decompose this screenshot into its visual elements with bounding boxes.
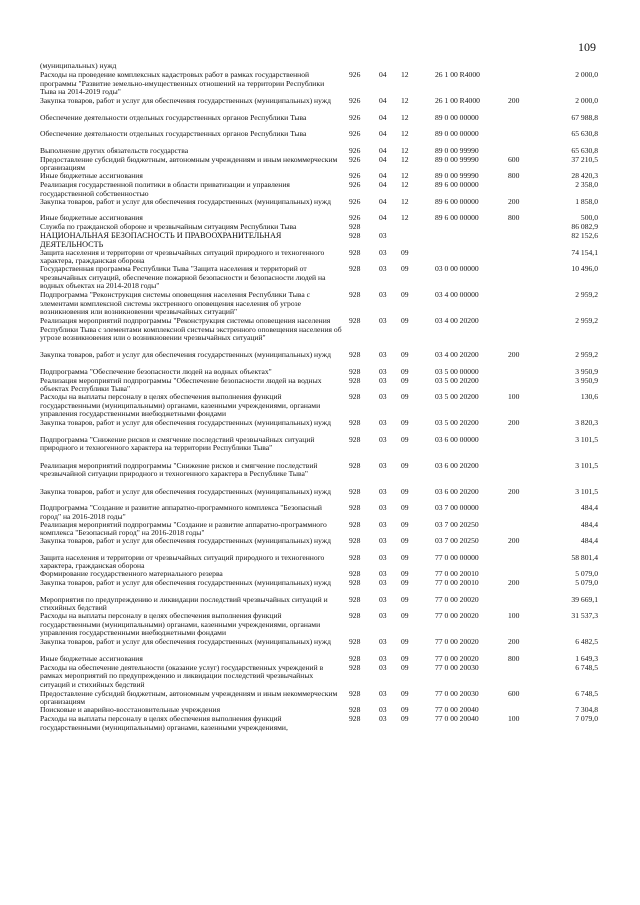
table-row: [0, 596, 640, 613]
row-department-code: 928: [349, 486, 361, 496]
row-subsection-code: 09: [401, 552, 409, 562]
row-target-article-code: 89 6 00 00000: [435, 213, 479, 222]
table-row: [0, 130, 640, 147]
row-subsection-code: 12: [401, 129, 409, 138]
row-section-code: 03: [379, 714, 387, 723]
row-subsection-code: 09: [401, 611, 409, 620]
row-expense-type-code: 200: [508, 350, 520, 359]
row-name: Закупка товаров, работ и услуг для обеспечения государственных (муниципальных) нужд: [40, 578, 331, 587]
row-subsection-code: 12: [401, 196, 409, 206]
row-name: Закупка товаров, работ и услуг для обеспечения государственных (муниципальных) нужд: [40, 350, 331, 359]
row-department-code: 928: [349, 662, 361, 672]
row-expense-type-code: 200: [508, 578, 520, 587]
row-section-code: 04: [379, 129, 387, 138]
row-amount: 1 649,3: [575, 653, 598, 663]
table-row: [0, 291, 640, 317]
row-expense-type-code: 200: [508, 418, 520, 427]
table-row: [0, 249, 640, 266]
row-name: Расходы на обеспечение деятельности (оказание услуг) государственных учреждений в рамках мероприятий по предупреждению и ликвидации последствий чрезвычайных ситуаций и стихийных бедствий: [40, 662, 324, 689]
row-name: Закупка товаров, работ и услуг для обеспечения государственных (муниципальных) нужд: [40, 536, 331, 545]
table-row: [0, 265, 640, 291]
row-target-article-code: 77 0 00 20040: [435, 705, 479, 714]
row-amount: 2 358,0: [575, 180, 598, 189]
page-number: 109: [578, 40, 596, 54]
row-department-code: 926: [349, 129, 361, 138]
row-section-code: 03: [379, 536, 387, 545]
row-amount: 500,0: [580, 213, 598, 222]
row-amount: 31 537,3: [571, 611, 598, 620]
row-subsection-code: 09: [401, 375, 409, 385]
row-department-code: 928: [349, 637, 361, 646]
row-department-code: 928: [349, 653, 361, 663]
row-subsection-code: 09: [401, 418, 409, 427]
row-section-code: 04: [379, 171, 387, 180]
row-name: Государственная программа Республики Тыва "Защита населения и территорий от чрезвычайных ситуаций, обеспечение пожарной безопасности и безопасности людей на водных объектах на 2014-2018 годы": [40, 264, 326, 291]
row-name: Реализация мероприятий подпрограммы "Снижение рисков и смягчение последствий чрезвычайной ситуации природного и техногенного характера в Республике Тыва": [40, 460, 318, 479]
row-amount: 6 748,5: [575, 662, 598, 672]
row-expense-type-code: 200: [508, 536, 520, 545]
row-target-article-code: 03 5 00 20200: [435, 375, 479, 385]
row-subsection-code: 12: [401, 145, 409, 155]
row-section-code: 03: [379, 290, 387, 299]
table-row: [0, 554, 640, 571]
row-amount: 65 630,8: [571, 145, 598, 155]
row-section-code: 03: [379, 653, 387, 663]
row-expense-type-code: 200: [508, 96, 520, 105]
table-row: [0, 436, 640, 462]
row-target-article-code: 89 0 00 99990: [435, 154, 479, 164]
row-name: Подпрограмма "Обеспечение безопасности людей на водных объектах": [40, 366, 272, 376]
row-name: Мероприятия по предупреждению и ликвидации последствий чрезвычайных ситуаций и стихийных бедствий: [40, 594, 328, 613]
row-amount: 1 858,0: [575, 196, 598, 206]
row-amount: 484,4: [580, 536, 598, 545]
row-name: Реализация мероприятий подпрограммы "Создание и развитие аппаратно-программного комплекса "Безопасный город" на 2016-2018 годы": [40, 519, 327, 538]
row-department-code: 928: [349, 231, 361, 240]
table-row: [0, 114, 640, 131]
row-department-code: 928: [349, 290, 361, 299]
row-department-code: 928: [349, 434, 361, 444]
row-subsection-code: 09: [401, 519, 409, 529]
table-row: [0, 664, 640, 690]
row-section-code: 03: [379, 519, 387, 529]
row-department-code: 928: [349, 594, 361, 604]
row-name: Закупка товаров, работ и услуг для обеспечения государственных (муниципальных) нужд: [40, 637, 331, 646]
row-target-article-code: 03 6 00 00000: [435, 434, 479, 444]
row-expense-type-code: 800: [508, 653, 520, 663]
row-target-article-code: 77 0 00 20010: [435, 578, 479, 587]
row-target-article-code: 26 1 00 R4000: [435, 96, 480, 105]
row-department-code: 928: [349, 264, 361, 273]
row-target-article-code: 03 5 00 20200: [435, 418, 479, 427]
row-target-article-code: 77 0 00 20010: [435, 569, 479, 578]
row-section-code: 04: [379, 112, 387, 122]
row-section-code: 03: [379, 264, 387, 273]
row-department-code: 928: [349, 418, 361, 427]
row-name: Служба по гражданской обороне и чрезвычайным ситуациям Республики Тыва: [40, 222, 297, 231]
row-name: Формирование государственного материального резерва: [40, 569, 223, 578]
row-subsection-code: 09: [401, 653, 409, 663]
table-row: [0, 488, 640, 505]
row-target-article-code: 77 0 00 20020: [435, 611, 479, 620]
row-name: Расходы на выплаты персоналу в целях обеспечения выполнения функций государственными (муниципальными) органами, казенными учреждениями, органами управления государственными внебюджетными фондами: [40, 392, 321, 419]
row-section-code: 04: [379, 213, 387, 222]
row-expense-type-code: 600: [508, 154, 520, 164]
row-section-code: 03: [379, 662, 387, 672]
row-section-code: 03: [379, 460, 387, 470]
row-amount: 2 000,0: [575, 96, 598, 105]
row-department-code: 928: [349, 578, 361, 587]
row-expense-type-code: 200: [508, 486, 520, 496]
table-row: [0, 97, 640, 114]
row-section-code: 03: [379, 247, 387, 257]
row-section-code: 04: [379, 145, 387, 155]
row-amount: 484,4: [580, 503, 598, 512]
row-target-article-code: 77 0 00 20020: [435, 653, 479, 663]
row-target-article-code: 03 7 00 00000: [435, 503, 479, 512]
table-row: [0, 377, 640, 394]
table-row: [0, 419, 640, 436]
row-subsection-code: 09: [401, 316, 409, 325]
row-target-article-code: 03 0 00 00000: [435, 264, 479, 273]
row-target-article-code: 89 0 00 00000: [435, 112, 479, 122]
row-name: Иные бюджетные ассигнования: [40, 213, 143, 222]
row-name: (муниципальных) нужд: [40, 61, 117, 70]
row-department-code: 928: [349, 569, 361, 578]
row-department-code: 926: [349, 154, 361, 164]
row-department-code: 928: [349, 222, 361, 231]
row-section-code: 03: [379, 569, 387, 578]
row-name: Закупка товаров, работ и услуг для обеспечения государственных (муниципальных) нужд: [40, 96, 331, 105]
table-row: [0, 156, 640, 173]
row-department-code: 928: [349, 519, 361, 529]
row-department-code: 928: [349, 350, 361, 359]
table-row: [0, 317, 640, 351]
row-name: Поисковые и аварийно-восстановительные учреждения: [40, 705, 221, 714]
row-subsection-code: 09: [401, 637, 409, 646]
row-amount: 2 959,2: [575, 290, 598, 299]
row-target-article-code: 89 0 00 00000: [435, 129, 479, 138]
row-section-code: 03: [379, 486, 387, 496]
row-subsection-code: 12: [401, 180, 409, 189]
row-department-code: 928: [349, 375, 361, 385]
row-subsection-code: 09: [401, 486, 409, 496]
row-amount: 3 950,9: [575, 366, 598, 376]
row-amount: 2 000,0: [575, 70, 598, 79]
row-name: Закупка товаров, работ и услуг для обеспечения государственных (муниципальных) нужд: [40, 196, 331, 206]
row-expense-type-code: 100: [508, 611, 520, 620]
row-amount: 82 152,6: [571, 231, 598, 240]
row-name: Защита населения и территории от чрезвычайных ситуаций природного и техногенного характера, гражданская оборона: [40, 247, 325, 266]
row-target-article-code: 26 1 00 R4000: [435, 70, 480, 79]
row-subsection-code: 09: [401, 705, 409, 714]
row-subsection-code: 09: [401, 350, 409, 359]
row-section-code: 03: [379, 688, 387, 698]
row-target-article-code: 03 7 00 20250: [435, 536, 479, 545]
row-section-code: 03: [379, 434, 387, 444]
row-subsection-code: 09: [401, 392, 409, 401]
table-row: [0, 71, 640, 97]
row-amount: 65 630,8: [571, 129, 598, 138]
row-subsection-code: 09: [401, 503, 409, 512]
row-section-code: 03: [379, 316, 387, 325]
table-row: [0, 351, 640, 368]
row-amount: 86 082,9: [571, 222, 598, 231]
row-name: Расходы на проведение комплексных кадастровых работ в рамках государственной программы "Развитие земельно-имущественных отношений на территории Республики Тыва на 2014-2019 годы": [40, 70, 325, 97]
table-row: [0, 638, 640, 655]
row-section-code: 03: [379, 392, 387, 401]
row-section-code: 04: [379, 70, 387, 79]
row-section-code: 03: [379, 503, 387, 512]
row-section-code: 03: [379, 594, 387, 604]
row-name: Закупка товаров, работ и услуг для обеспечения государственных (муниципальных) нужд: [40, 418, 331, 427]
row-name: Иные бюджетные ассигнования: [40, 171, 143, 180]
row-amount: 2 959,2: [575, 316, 598, 325]
row-section-code: 04: [379, 196, 387, 206]
row-department-code: 928: [349, 705, 361, 714]
row-amount: 10 496,0: [571, 264, 598, 273]
row-section-code: 03: [379, 350, 387, 359]
row-department-code: 928: [349, 247, 361, 257]
table-row: [0, 232, 640, 249]
row-name: Подпрограмма "Снижение рисков и смягчение последствий чрезвычайных ситуаций природного и техногенного характера на территории Республики Тыва": [40, 434, 315, 453]
row-section-code: 03: [379, 418, 387, 427]
row-name: Подпрограмма "Создание и развитие аппаратно-программного комплекса "Безопасный город" на 2016-2018 годы": [40, 503, 322, 521]
table-row: [0, 612, 640, 638]
table-row: [0, 715, 640, 732]
row-target-article-code: 03 5 00 20200: [435, 392, 479, 401]
row-name: Выполнение других обязательств государства: [40, 145, 189, 155]
row-amount: 7 079,0: [575, 714, 598, 723]
row-subsection-code: 12: [401, 171, 409, 180]
row-target-article-code: 03 6 00 20200: [435, 460, 479, 470]
row-department-code: 926: [349, 96, 361, 105]
row-department-code: 926: [349, 145, 361, 155]
row-target-article-code: 89 6 00 00000: [435, 180, 479, 189]
row-section-code: 03: [379, 552, 387, 562]
row-target-article-code: 03 5 00 00000: [435, 366, 479, 376]
row-section-code: 03: [379, 366, 387, 376]
row-subsection-code: 09: [401, 569, 409, 578]
row-department-code: 928: [349, 714, 361, 723]
table-row: [0, 462, 640, 488]
budget-table: [0, 62, 640, 732]
row-subsection-code: 09: [401, 366, 409, 376]
row-expense-type-code: 800: [508, 213, 520, 222]
row-expense-type-code: 100: [508, 714, 520, 723]
row-target-article-code: 77 0 00 20040: [435, 714, 479, 723]
row-amount: 37 210,5: [571, 154, 598, 164]
row-subsection-code: 12: [401, 70, 409, 79]
row-amount: 3 101,5: [575, 486, 598, 496]
row-name: Предоставление субсидий бюджетным, автономным учреждениям и иным некоммерческим организациям: [40, 154, 338, 173]
row-section-code: 03: [379, 375, 387, 385]
row-department-code: 928: [349, 366, 361, 376]
row-target-article-code: 03 7 00 20250: [435, 519, 479, 529]
row-section-code: 03: [379, 637, 387, 646]
row-section-code: 04: [379, 154, 387, 164]
row-department-code: 928: [349, 503, 361, 512]
row-department-code: 928: [349, 688, 361, 698]
row-name: Реализация мероприятий подпрограммы "Обеспечение безопасности людей на водных объектах Республики Тыва": [40, 375, 322, 394]
row-target-article-code: 89 0 00 99990: [435, 171, 479, 180]
row-department-code: 926: [349, 70, 361, 79]
row-subsection-code: 09: [401, 662, 409, 672]
row-subsection-code: 12: [401, 213, 409, 222]
row-subsection-code: 09: [401, 714, 409, 723]
row-department-code: 928: [349, 392, 361, 401]
row-subsection-code: 12: [401, 154, 409, 164]
row-amount: 6 748,5: [575, 688, 598, 698]
row-target-article-code: 77 0 00 00000: [435, 552, 479, 562]
row-amount: 58 801,4: [571, 552, 598, 562]
row-subsection-code: 09: [401, 290, 409, 299]
row-department-code: 928: [349, 460, 361, 470]
row-section-code: 04: [379, 180, 387, 189]
row-subsection-code: 09: [401, 688, 409, 698]
table-row: [0, 181, 640, 198]
row-target-article-code: 03 6 00 20200: [435, 486, 479, 496]
row-name: Реализация государственной политики в области приватизации и управления государственной собственностью: [40, 180, 290, 198]
row-amount: 7 304,8: [575, 705, 598, 714]
row-target-article-code: 03 4 00 20200: [435, 316, 479, 325]
row-name: Расходы на выплаты персоналу в целях обеспечения выполнения функций государственными (муниципальными) органами, казенными учреждениями, органами управления государственными внебюджетными фондами: [40, 611, 321, 638]
row-amount: 28 420,3: [571, 171, 598, 180]
row-subsection-code: 09: [401, 460, 409, 470]
row-amount: 74 154,1: [571, 247, 598, 257]
row-target-article-code: 77 0 00 20020: [435, 594, 479, 604]
row-section-code: 03: [379, 611, 387, 620]
row-name: Реализация мероприятий подпрограммы "Реконструкция системы оповещения населения Республики Тыва с элементами комплексной системы экстренного оповещения населения об угрозе возникновения или о возникновении чрезвычайных ситуаций": [40, 316, 342, 343]
row-amount: 130,6: [580, 392, 598, 401]
row-department-code: 926: [349, 196, 361, 206]
row-amount: 5 079,0: [575, 569, 598, 578]
row-amount: 484,4: [580, 519, 598, 529]
row-target-article-code: 89 6 00 00000: [435, 196, 479, 206]
row-target-article-code: 03 4 00 20200: [435, 350, 479, 359]
row-department-code: 926: [349, 171, 361, 180]
row-expense-type-code: 200: [508, 637, 520, 646]
row-amount: 3 101,5: [575, 460, 598, 470]
row-section-code: 03: [379, 231, 387, 240]
row-subsection-code: 12: [401, 112, 409, 122]
row-target-article-code: 89 0 00 99990: [435, 145, 479, 155]
table-row: [0, 579, 640, 596]
row-amount: 3 820,3: [575, 418, 598, 427]
row-subsection-code: 09: [401, 536, 409, 545]
row-name: Расходы на выплаты персоналу в целях обеспечения выполнения функций государственными (муниципальными) органами, казенными учреждениями,: [40, 714, 288, 732]
table-row: [0, 690, 640, 707]
row-amount: 3 101,5: [575, 434, 598, 444]
table-row: [0, 393, 640, 419]
row-subsection-code: 09: [401, 594, 409, 604]
row-target-article-code: 77 0 00 20020: [435, 637, 479, 646]
row-department-code: 926: [349, 112, 361, 122]
row-expense-type-code: 600: [508, 688, 520, 698]
row-section-code: 03: [379, 705, 387, 714]
row-name: Иные бюджетные ассигнования: [40, 653, 143, 663]
row-name: НАЦИОНАЛЬНАЯ БЕЗОПАСНОСТЬ И ПРАВООХРАНИТЕЛЬНАЯ ДЕЯТЕЛЬНОСТЬ: [40, 231, 282, 249]
row-name: Предоставление субсидий бюджетным, автономным учреждениям и иным некоммерческим организациям: [40, 688, 338, 707]
row-subsection-code: 09: [401, 264, 409, 273]
row-amount: 2 959,2: [575, 350, 598, 359]
row-amount: 39 669,1: [571, 594, 598, 604]
table-row: [0, 521, 640, 538]
row-department-code: 926: [349, 180, 361, 189]
row-amount: 67 988,8: [571, 112, 598, 122]
row-name: Обеспечение деятельности отдельных государственных органов Республики Тыва: [40, 129, 307, 138]
row-name: Обеспечение деятельности отдельных государственных органов Республики Тыва: [40, 112, 307, 122]
row-subsection-code: 12: [401, 96, 409, 105]
row-name: Закупка товаров, работ и услуг для обеспечения государственных (муниципальных) нужд: [40, 486, 331, 496]
row-expense-type-code: 800: [508, 171, 520, 180]
row-section-code: 03: [379, 578, 387, 587]
row-name: Подпрограмма "Реконструкция системы оповещения населения Республики Тыва с элементами комплексной системы экстренного оповещения населения об угрозе возникновения или возникновении чрезвычайных ситуаций": [40, 290, 310, 317]
row-amount: 5 079,0: [575, 578, 598, 587]
table-row: [0, 504, 640, 521]
table-row: [0, 537, 640, 554]
row-subsection-code: 09: [401, 247, 409, 257]
row-department-code: 928: [349, 552, 361, 562]
row-department-code: 928: [349, 536, 361, 545]
table-row: [0, 198, 640, 215]
row-target-article-code: 77 0 00 20030: [435, 688, 479, 698]
row-amount: 3 950,9: [575, 375, 598, 385]
row-section-code: 04: [379, 96, 387, 105]
row-expense-type-code: 100: [508, 392, 520, 401]
row-target-article-code: 77 0 00 20030: [435, 662, 479, 672]
row-department-code: 928: [349, 316, 361, 325]
row-department-code: 928: [349, 611, 361, 620]
row-department-code: 926: [349, 213, 361, 222]
row-name: Защита населения и территории от чрезвычайных ситуаций природного и техногенного характера, гражданская оборона: [40, 552, 325, 571]
row-subsection-code: 09: [401, 434, 409, 444]
row-expense-type-code: 200: [508, 196, 520, 206]
row-target-article-code: 03 4 00 00000: [435, 290, 479, 299]
row-subsection-code: 09: [401, 578, 409, 587]
row-amount: 6 482,5: [575, 637, 598, 646]
